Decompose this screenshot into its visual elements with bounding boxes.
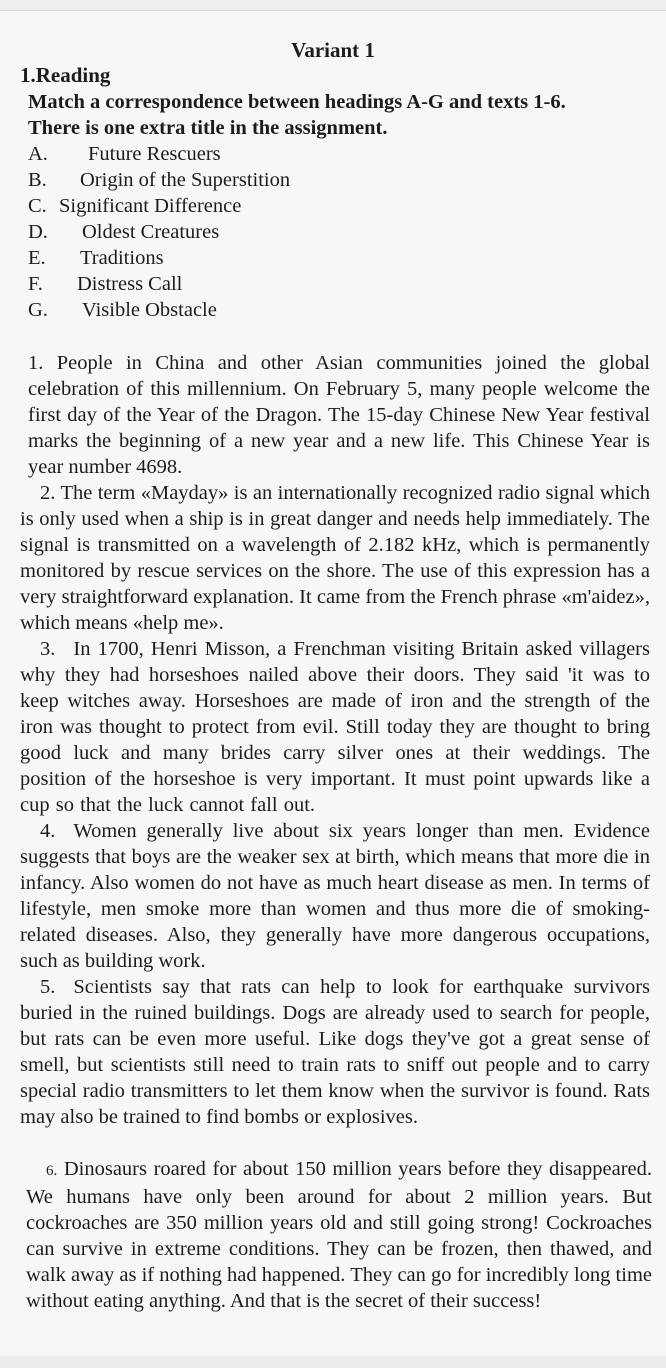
heading-letter: A. [28, 143, 48, 165]
paragraph-body: People in China and other Asian communities joined the global celebration of this millennium. On February 5, many people welcome the first day of the Year of the Dragon. The 15-day Chinese New Year festival marks the beginning of a new year and a new life. This Chinese Year is year number 4698. [28, 352, 650, 478]
text-paragraph-1 [28, 350, 650, 480]
variant-title: Variant 1 [291, 38, 375, 62]
task-instruction-line-1: Match a correspondence between headings A-G and texts 1-6. [28, 91, 566, 113]
paragraph-body: Scientists say that rats can help to look for earthquake survivors buried in the ruined buildings. Dogs are already used to search for people, but rats can be even more useful. Like dogs they've got a great sense of smell, but scientists still need to train rats to sniff out people and to carry special radio transmitters to let them know when the survivor is found. Rats may also be trained to find bombs or explosives. [20, 976, 650, 1128]
paragraph-body: The term «Mayday» is an internationally recognized radio signal which is only used when a ship is in great danger and needs help immediately. The signal is transmitted on a wavelength of 2.182 kHz, which is permanently monitored by rescue services on the shore. The use of this expression has a very straightforward explanation. It came from the French phrase «m'aidez», which means «help me». [20, 482, 650, 634]
bottom-edge [0, 1356, 666, 1368]
heading-text: Distress Call [77, 273, 183, 295]
paragraph-body: Women generally live about six years longer than men. Evidence suggests that boys are the weaker sex at birth, which means that more die in infancy. Also women do not have as much heart disease as men. In terms of lifestyle, men smoke more than women and thus more die of smoking- related diseases. Also, they generally have more dangerous occupations, such as building work. [20, 820, 650, 972]
task-instruction-line-2: There is one extra title in the assignment. [28, 117, 388, 139]
paragraph-number: 2. [40, 482, 56, 504]
paragraph-body: Dinosaurs roared for about 150 million years before they disappeared. We humans have only been around for about 2 million years. But cockroaches are 350 million years old and still going strong! Cockroaches can survive in extreme conditions. They can be frozen, then thawed, and walk away as if nothing had happened. They can go for incredibly long time without eating anything. And that is the secret of their success! [26, 1158, 652, 1312]
paragraph-number: 5. [40, 976, 56, 998]
heading-letter: B. [28, 169, 47, 191]
heading-letter: D. [28, 221, 48, 243]
paragraph-number: 3. [40, 638, 56, 660]
heading-text: Oldest Creatures [82, 221, 220, 243]
text-paragraph-3 [20, 636, 650, 818]
heading-letter: C. [28, 195, 47, 217]
paragraph-number: 4. [40, 820, 56, 842]
heading-text: Future Rescuers [88, 143, 221, 165]
section-title: 1.Reading [20, 63, 111, 87]
text-paragraph-6 [26, 1156, 652, 1314]
text-paragraph-4 [20, 818, 650, 974]
heading-text: Traditions [80, 247, 164, 269]
paragraph-body: In 1700, Henri Misson, a Frenchman visiting Britain asked villagers why they had horseshoes nailed above their doors. They said 'it was to keep witches away. Horseshoes are made of iron and the strength of the iron was thought to protect from evil. Still today they are thought to bring good luck and many brides carry silver ones at their weddings. The position of the horseshoe is very important. It must point upwards like a cup so that the luck cannot fall out. [20, 638, 650, 816]
heading-letter: F. [28, 273, 43, 295]
heading-text: Origin of the Superstition [80, 169, 291, 191]
heading-text: Visible Obstacle [82, 299, 217, 321]
paragraph-number: 6. [46, 1163, 58, 1179]
heading-letter: E. [28, 247, 46, 269]
heading-text: Significant Difference [59, 195, 242, 217]
paragraph-number: 1. [28, 352, 44, 374]
heading-letter: G. [28, 299, 48, 321]
text-paragraph-2 [20, 480, 650, 636]
text-paragraph-5 [20, 974, 650, 1130]
